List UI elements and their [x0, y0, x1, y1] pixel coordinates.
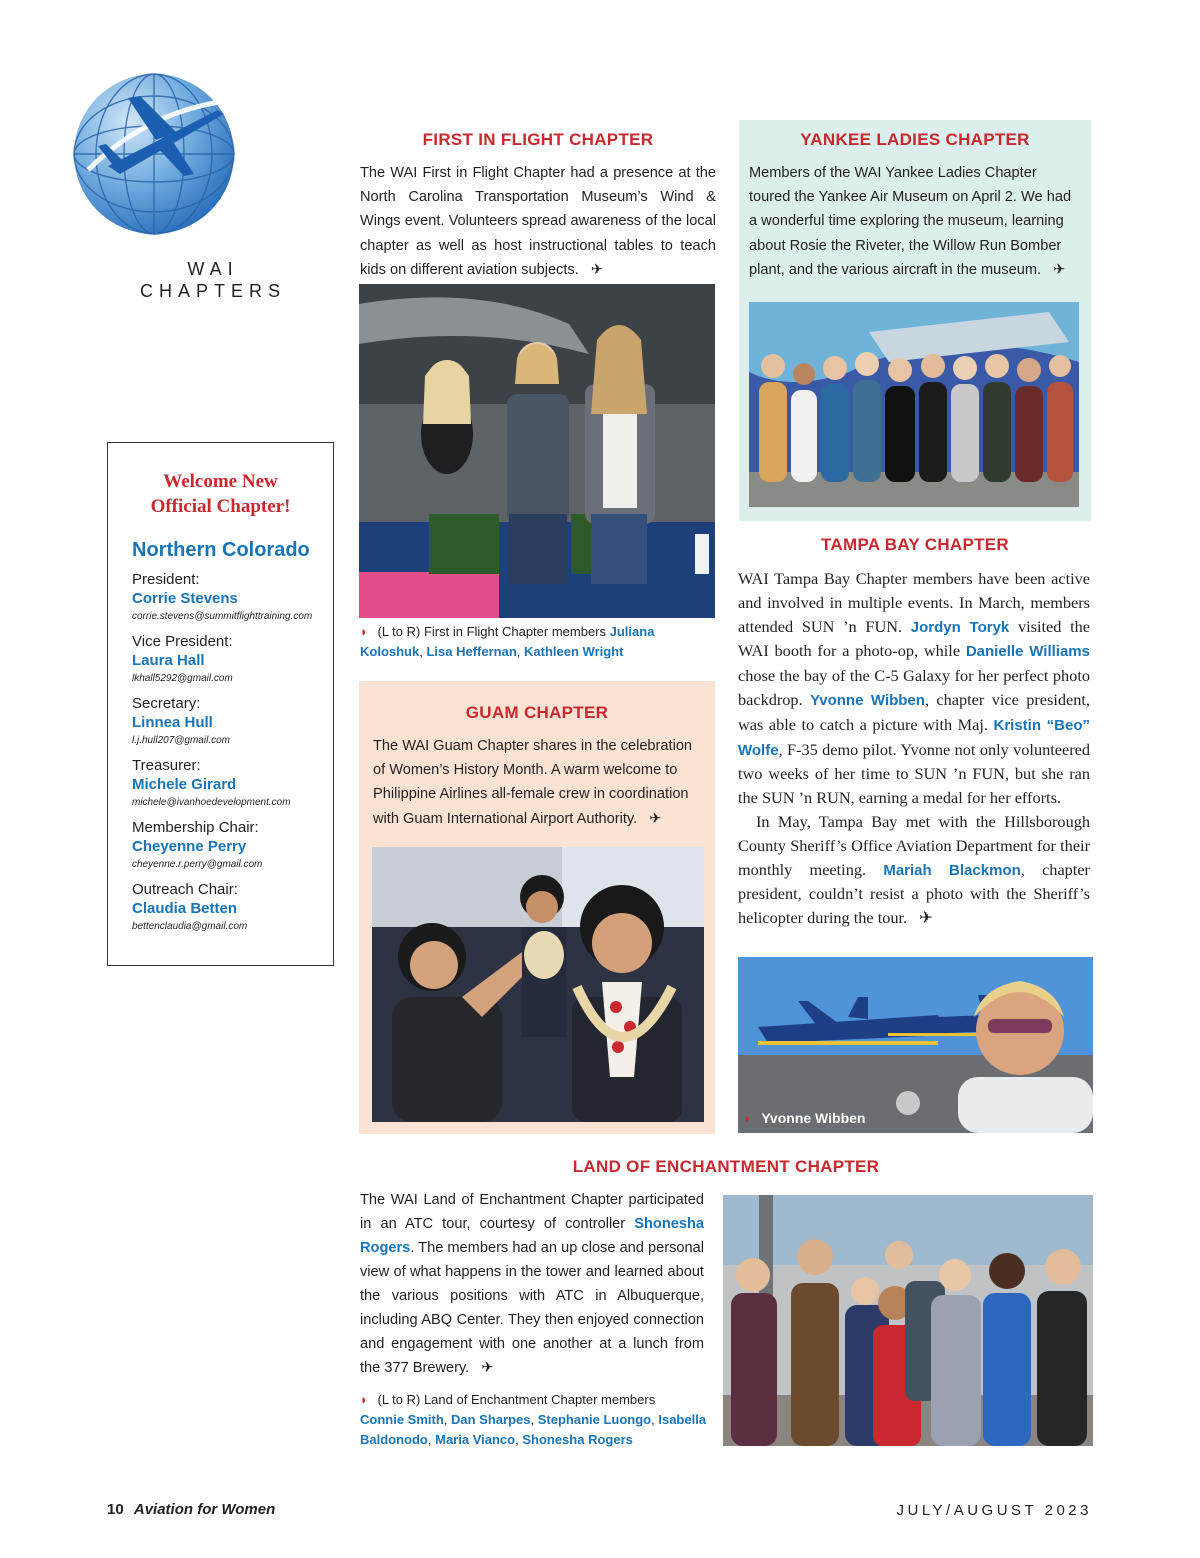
- yankee-body: [749, 161, 1079, 282]
- guam-body: [373, 734, 703, 831]
- section-label: [118, 258, 308, 302]
- enchantment-caption: [360, 1390, 710, 1450]
- caption-separator: ,: [651, 1412, 659, 1427]
- section-label-line2: CHAPTERS: [139, 281, 286, 301]
- tampa-text: WAI Tampa Bay Chapter members have been active and involved in multiple events. In March, members attended SUN ’n FUN.: [738, 569, 1090, 636]
- tampa-photo-caption: [743, 1108, 865, 1128]
- officer-name: Corrie Stevens: [132, 590, 238, 607]
- issue-date: JULY/AUGUST 2023: [896, 1502, 1092, 1519]
- plane-end-icon: ✈: [649, 809, 662, 827]
- officer-role: Vice President:: [132, 633, 233, 650]
- plane-end-icon: ✈: [1053, 260, 1066, 278]
- plane-end-icon: ✈: [481, 1359, 494, 1376]
- wai-globe-logo: [68, 70, 240, 236]
- caption-prefix: (L to R) First in Flight Chapter members: [377, 624, 607, 639]
- enchantment-text: . The members had an up close and personal view of what happens in the tower and learned about the various positions with ATC in Albuquerque, including ABQ Center. They then enjoyed connection and engagement with one another at a lunch from the 377 Brewery.: [360, 1240, 704, 1376]
- tampa-text: chose the bay of the C-5 Galaxy for her perfect photo backdrop.: [738, 666, 1090, 709]
- tampa-text: , chapter president, couldn’t resist a photo with the Sheriff’s helicopter during the tour.: [738, 859, 1090, 928]
- section-label-line1: WAI: [187, 259, 239, 279]
- tampa-caption-name: Yvonne Wibben: [761, 1110, 866, 1126]
- sidebar-heading-line2: Official Chapter!: [150, 496, 291, 517]
- caption-separator: ,: [427, 1432, 436, 1447]
- guam-text: The WAI Guam Chapter shares in the celebration of Women’s History Month. A warm welcome to Philippine Airlines all-female crew in coordination with Guam International Airport Authority.: [373, 738, 693, 827]
- person-name: Danielle Williams: [965, 643, 1090, 661]
- first-in-flight-text: The WAI First in Flight Chapter had a presence at the North Carolina Transportation Museum’s Wind & Wings event. Volunteers spread awareness of the local chapter as well as host instructional tables to teach kids on different aviation subjects.: [360, 165, 716, 278]
- plane-end-icon: ✈: [919, 908, 933, 928]
- person-name: Jordyn Toryk: [910, 618, 1010, 636]
- caption-name: Kathleen Wright: [524, 644, 624, 659]
- tampa-paragraph-2: [738, 810, 1090, 930]
- tampa-text: , chapter vice president, was able to catch a picture with Maj.: [738, 689, 1090, 734]
- guam-photo: [372, 847, 704, 1122]
- caption-names: [360, 1410, 710, 1450]
- officer-name: Linnea Hull: [132, 714, 213, 731]
- officer-role: President:: [132, 571, 200, 588]
- sidebar-heading-line1: Welcome New: [163, 471, 278, 492]
- person-name: Shonesha Rogers: [360, 1216, 704, 1256]
- page-number: 10: [107, 1501, 124, 1518]
- officer-name: Claudia Betten: [132, 900, 238, 917]
- footer-left: [107, 1501, 275, 1518]
- first-in-flight-photo: [359, 284, 715, 618]
- officer-email[interactable]: cheyenne.r.perry@gmail.com: [132, 859, 263, 870]
- plane-end-icon: ✈: [590, 260, 604, 278]
- officer-entry: [132, 756, 332, 811]
- caption-separator: ,: [515, 1432, 523, 1447]
- caption-prefix: (L to R) Land of Enchantment Chapter members: [377, 1392, 656, 1407]
- officer-role: Membership Chair:: [132, 819, 259, 836]
- caption-name: Stephanie Luongo: [537, 1412, 652, 1427]
- tampa-paragraph-1: [738, 567, 1090, 810]
- officer-name: Michele Girard: [132, 776, 237, 793]
- person-name: Kristin “Beo” Wolfe: [738, 716, 1090, 759]
- officer-entry: [132, 880, 332, 935]
- officer-email[interactable]: bettenclaudia@gmail.com: [132, 921, 248, 932]
- officer-name: Laura Hall: [132, 652, 205, 669]
- tampa-body: [738, 567, 1090, 930]
- tampa-text: , F-35 demo pilot. Yvonne not only volunteered two weeks of her time to SUN ’n FUN, but she ran the SUN ’n RUN, earning a medal for her efforts.: [738, 739, 1090, 808]
- first-in-flight-title: FIRST IN FLIGHT CHAPTER: [422, 130, 654, 149]
- officer-entry: [132, 570, 332, 625]
- officer-email[interactable]: michele@ivanhoedevelopment.com: [132, 797, 291, 808]
- person-name: Yvonne Wibben: [810, 691, 925, 709]
- officer-role: Outreach Chair:: [132, 881, 238, 898]
- officer-name: Cheyenne Perry: [132, 838, 247, 855]
- caption-separator: ,: [516, 644, 525, 659]
- first-in-flight-body: [360, 161, 716, 282]
- officer-entry: [132, 818, 332, 873]
- officer-entry: [132, 694, 332, 749]
- officer-email[interactable]: corrie.stevens@summitflighttraining.com: [132, 611, 313, 622]
- caption-name: Dan Sharpes: [451, 1412, 531, 1427]
- magazine-name: Aviation for Women: [133, 1501, 276, 1518]
- caption-marker-icon: ◗: [360, 624, 368, 639]
- enchantment-photo: [723, 1195, 1093, 1446]
- tampa-text: In May, Tampa Bay met with the Hillsborough County Sheriff’s Office Aviation Department for their monthly meeting.: [738, 811, 1090, 879]
- caption-name: Lisa Heffernan: [426, 644, 517, 659]
- enchantment-title: LAND OF ENCHANTMENT CHAPTER: [572, 1157, 880, 1176]
- officer-role: Treasurer:: [132, 757, 201, 774]
- tampa-text: visited the WAI booth for a photo-op, while: [738, 616, 1090, 661]
- caption-name: Isabella Baldonodo: [360, 1412, 707, 1447]
- caption-separator: ,: [419, 644, 427, 659]
- caption-name: Maria Vianco: [435, 1432, 516, 1447]
- yankee-title: YANKEE LADIES CHAPTER: [800, 130, 1030, 149]
- caption-name: Connie Smith: [360, 1412, 444, 1427]
- person-name: Mariah Blackmon: [883, 861, 1021, 879]
- enchantment-body: [360, 1188, 704, 1380]
- caption-name: Juliana Koloshuk: [360, 624, 655, 659]
- officer-list: [132, 570, 332, 935]
- yankee-text: Members of the WAI Yankee Ladies Chapter toured the Yankee Air Museum on April 2. We had a wonderful time exploring the museum, learning about Rosie the Riveter, the Willow Run Bomber plant, and the various aircraft in the museum.: [749, 165, 1072, 278]
- enchantment-text: The WAI Land of Enchantment Chapter participated in an ATC tour, courtesy of controller: [360, 1192, 704, 1232]
- caption-marker-icon: ◗: [743, 1110, 752, 1126]
- officer-role: Secretary:: [132, 695, 201, 712]
- yankee-photo: [749, 302, 1079, 507]
- caption-name: Shonesha Rogers: [522, 1432, 633, 1447]
- sidebar-chapter-name: Northern Colorado: [132, 539, 310, 561]
- caption-separator: ,: [530, 1412, 538, 1427]
- new-chapter-sidebar: [107, 442, 334, 966]
- officer-email[interactable]: lkhall5292@gmail.com: [132, 673, 233, 684]
- tampa-photo: [738, 957, 1093, 1133]
- caption-separator: ,: [443, 1412, 452, 1427]
- first-in-flight-caption: [360, 622, 716, 662]
- officer-entry: [132, 632, 332, 687]
- guam-title: GUAM CHAPTER: [465, 703, 609, 722]
- tampa-title: TAMPA BAY CHAPTER: [820, 535, 1010, 554]
- caption-marker-icon: ◗: [360, 1392, 368, 1407]
- officer-email[interactable]: l.j.hull207@gmail.com: [132, 735, 230, 746]
